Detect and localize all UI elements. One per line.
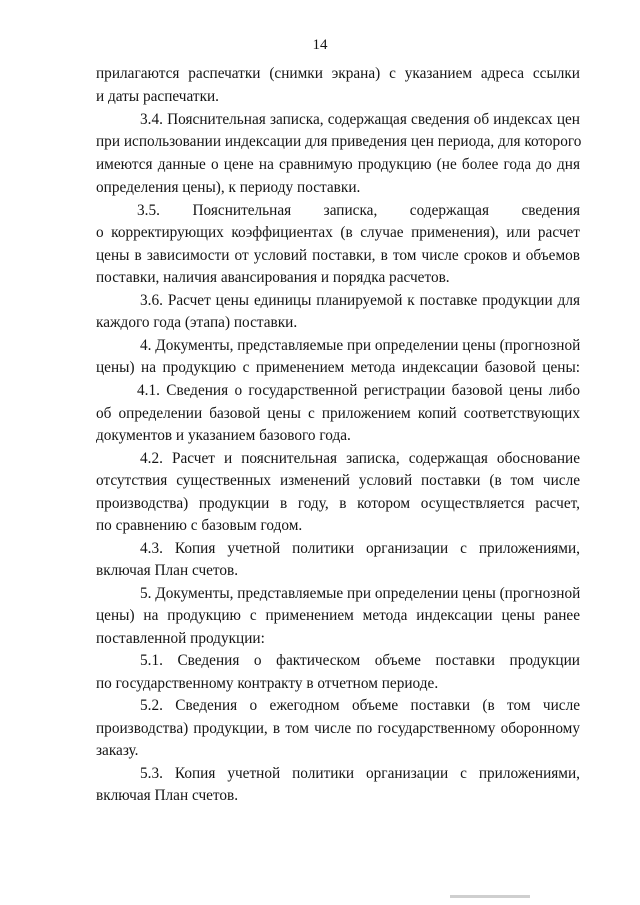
text-line: отсутствия существенных изменений условий поставки (в том числе <box>96 472 580 489</box>
text-line: об определении базовой цены с приложением копий соответствующих <box>96 405 580 422</box>
text-line: цены) на продукцию с применением метода индексации цены ранее <box>96 607 580 624</box>
text-line: включая План счетов. <box>96 787 239 804</box>
text-line: 3.5. Пояснительная записка, содержащая сведения <box>137 202 580 219</box>
text-line: 5.3. Копия учетной политики организации с приложениями, <box>140 765 580 782</box>
text-line: 4.2. Расчет и пояснительная записка, содержащая обоснование <box>140 450 580 467</box>
text-line: 4.3. Копия учетной политики организации с приложениями, <box>140 540 580 557</box>
text-line: по сравнению с базовым годом. <box>96 517 303 534</box>
text-line: цены) на продукцию с применением метода индексации базовой цены: <box>96 359 580 376</box>
text-line: 5.1. Сведения о фактическом объеме поставки продукции <box>140 652 580 669</box>
text-line: 3.6. Расчет цены единицы планируемой к поставке продукции для <box>140 292 580 309</box>
text-line: определения цены), к периоду поставки. <box>96 179 361 196</box>
text-line: цены в зависимости от условий поставки, в том числе сроков и объемов <box>96 247 580 264</box>
text-line: документов и указанием базового года. <box>96 427 351 444</box>
text-line: производства) продукции, в том числе по государственному оборонному <box>96 720 580 737</box>
scan-edge-mark <box>450 895 530 898</box>
text-line: производства) продукции в году, в котором осуществляется расчет, <box>96 495 580 512</box>
text-line: 4. Документы, представляемые при определении цены (прогнозной <box>140 337 581 354</box>
text-line: при использовании индексации для приведения цен периода, для которого <box>96 133 582 150</box>
text-line: по государственному контракту в отчетном периоде. <box>96 675 439 692</box>
text-line: поставленной продукции: <box>96 630 265 647</box>
page-number: 14 <box>312 37 328 53</box>
text-line: 5.2. Сведения о ежегодном объеме поставки (в том числе <box>140 697 580 714</box>
text-line: о корректирующих коэффициентах (в случае применения), или расчет <box>96 224 580 241</box>
text-line: 5. Документы, представляемые при определении цены (прогнозной <box>140 585 581 602</box>
text-line: 3.4. Пояснительная записка, содержащая сведения об индексах цен <box>140 111 580 128</box>
text-line: имеются данные о цене на сравнимую продукцию (не более года до дня <box>96 156 580 173</box>
text-line: включая План счетов. <box>96 562 239 579</box>
text-line: поставки, наличия авансирования и порядка расчетов. <box>96 269 450 286</box>
text-line: заказу. <box>96 742 139 759</box>
text-line: каждого года (этапа) поставки. <box>96 314 298 331</box>
text-line: прилагаются распечатки (снимки экрана) с указанием адреса ссылки <box>96 65 580 82</box>
text-line: 4.1. Сведения о государственной регистрации базовой цены либо <box>137 382 580 399</box>
text-line: и даты распечатки. <box>96 88 220 105</box>
